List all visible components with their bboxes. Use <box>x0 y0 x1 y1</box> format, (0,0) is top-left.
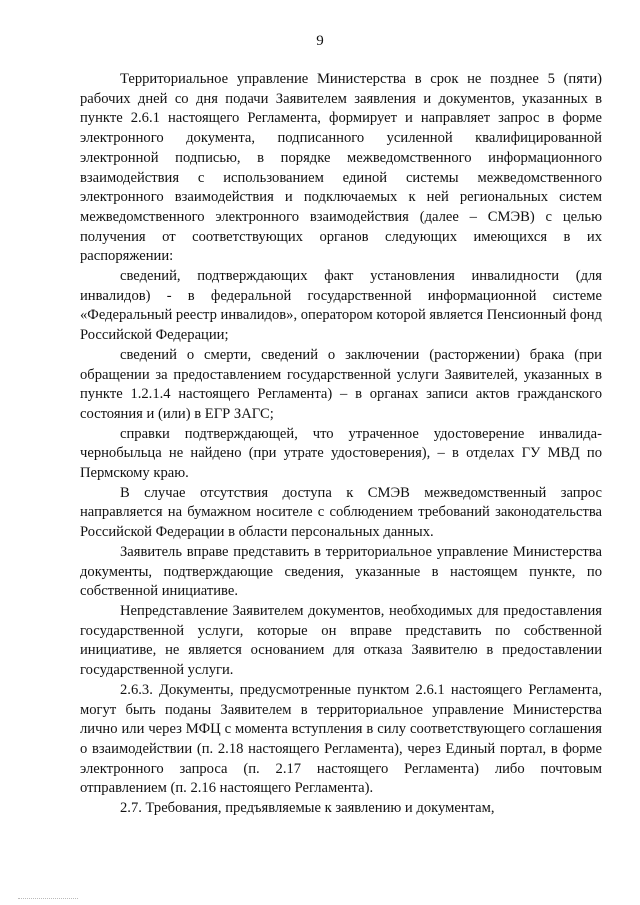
paragraph-non-submission: Непредставление Заявителем документов, необходимых для предоставления государственной услуги, которые он вправе представить по собственной инициативе, не является основанием для отказа Заявителю в предоставлении государственной услуги. <box>80 602 602 679</box>
paragraph-disability-info: сведений, подтверждающих факт установления инвалидности (для инвалидов) - в федеральной государственной информационной системе «Федеральный реестр инвалидов», оператором которой является Пенсионный фонд Российской Федерации; <box>80 268 602 344</box>
document-body <box>80 70 602 819</box>
paragraph-no-smev-access: В случае отсутствия доступа к СМЭВ межведомственный запрос направляется на бумажном носителе с соблюдением требований законодательства Российской Федерации в области персональных данных. <box>80 484 602 541</box>
scan-artifact <box>18 898 78 901</box>
paragraph-lost-certificate: справки подтверждающей, что утраченное удостоверение инвалида-чернобыльца не найдено (при утрате удостоверения), – в отделах ГУ МВД по Пермскому краю. <box>80 425 602 482</box>
paragraph-2-6-3: 2.6.3. Документы, предусмотренные пунктом 2.6.1 настоящего Регламента, могут быть поданы Заявителем в территориальное управление Министерства лично или через МФЦ с момента вступления в силу соответствующего соглашения о взаимодействии (п. 2.18 настоящего Регламента), через Единый портал, в форме электронного запроса (п. 2.17 настоящего Регламента) либо почтовым отправлением (п. 2.16 настоящего Регламента). <box>80 681 602 797</box>
page-number: 9 <box>316 33 324 49</box>
paragraph-interagency-request: Территориальное управление Министерства в срок не позднее 5 (пяти) рабочих дней со дня подачи Заявителем заявления и документов, указанных в пункте 2.6.1 настоящего Регламента, формирует и направляет запрос в форме электронного документа, подписанного усиленной квалифицированной электронной подписью, в порядке межведомственного информационного взаимодействия с использованием единой системы межведомственного электронного взаимодействия и подключаемых к ней региональных систем межведомственного электронного взаимодействия (далее – СМЭВ) с целью получения от соответствующих органов следующих имеющихся в их распоряжении: <box>80 71 602 265</box>
paragraph-applicant-right: Заявитель вправе представить в территориальное управление Министерства документы, подтверждающие сведения, указанные в настоящем пункте, по собственной инициативе. <box>80 543 602 600</box>
paragraph-2-7-heading: 2.7. Требования, предъявляемые к заявлению и документам, <box>120 800 495 817</box>
paragraph-death-marriage-info: сведений о смерти, сведений о заключении (расторжении) брака (при обращении за предоставлением государственной услуги Заявителей, указанных в пункте 1.2.1.4 настоящего Регламента) – в органах записи актов гражданского состояния и (или) в ЕГР ЗАГС; <box>80 346 602 422</box>
